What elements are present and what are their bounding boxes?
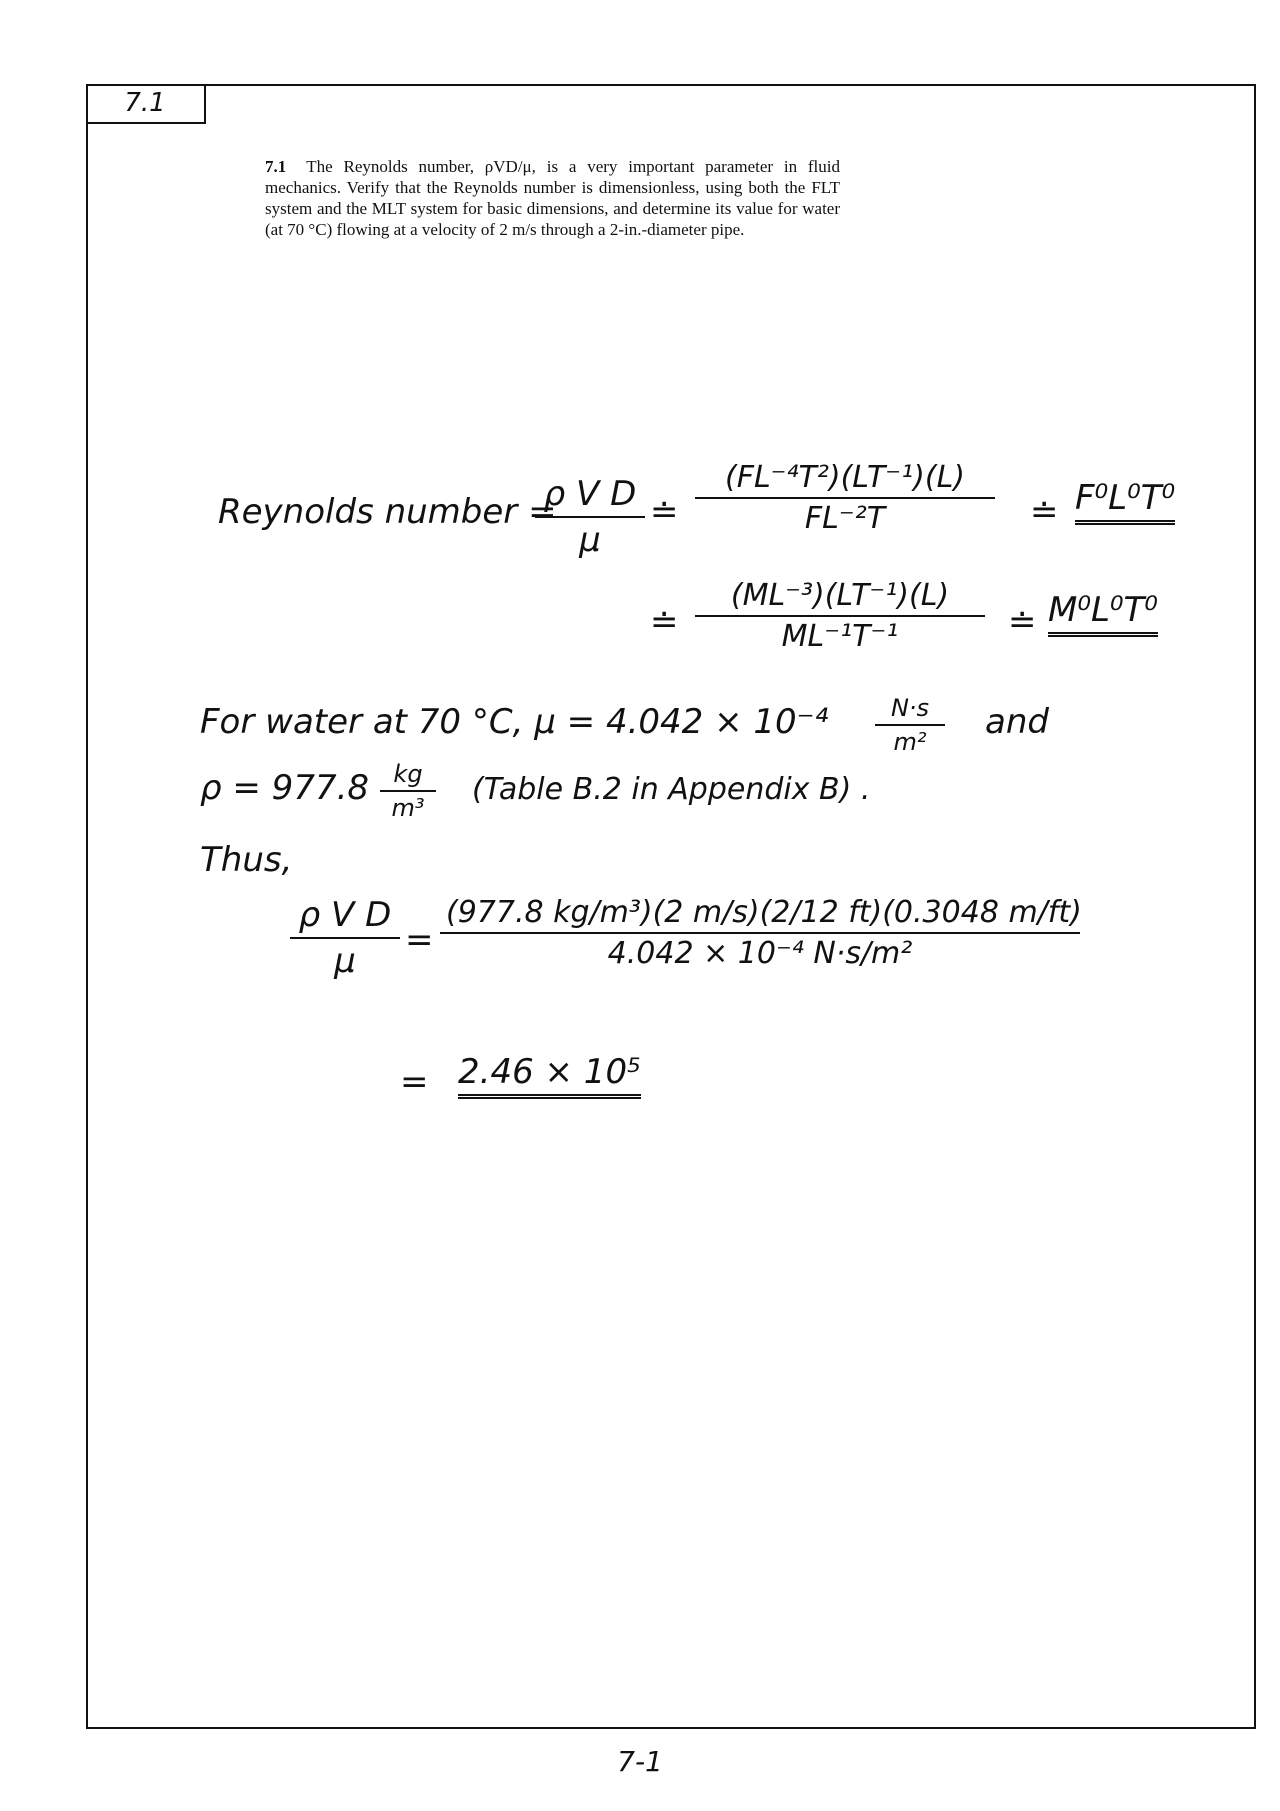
final-result-text: 2.46 × 10⁵: [458, 1052, 641, 1099]
equals-sign-1: =: [405, 920, 434, 960]
mu-unit-numerator: N·s: [875, 694, 945, 726]
mlt-result-text: M⁰L⁰T⁰: [1048, 590, 1158, 637]
calc-fraction: [440, 895, 1080, 971]
problem-statement: [265, 156, 840, 240]
approx-sign-3: ≐: [650, 602, 679, 642]
problem-number: 7.1: [265, 157, 287, 176]
mlt-result: [1048, 590, 1158, 630]
equals-sign-2: =: [400, 1062, 429, 1102]
re-fraction: [535, 474, 645, 560]
mlt-fraction: [695, 578, 985, 654]
calc-numerator: (977.8 kg/m³)(2 m/s)(2/12 ft)(0.3048 m/ft): [440, 895, 1080, 934]
calc-lhs-denominator: μ: [334, 941, 356, 981]
mlt-numerator: (ML⁻³)(LT⁻¹)(L): [695, 578, 985, 617]
rho-unit-denominator: m³: [391, 794, 425, 822]
water-properties-line: For water at 70 °C, μ = 4.042 × 10⁻⁴: [200, 702, 829, 742]
calc-denominator: 4.042 × 10⁻⁴ N·s/m²: [607, 936, 913, 971]
mu-unit: [875, 694, 945, 756]
page-number: 7-1: [617, 1745, 663, 1778]
calc-lhs: [290, 895, 400, 981]
problem-tag: 7.1: [86, 84, 206, 124]
calc-lhs-numerator: ρ V D: [290, 895, 400, 939]
re-denominator: μ: [579, 520, 601, 560]
approx-sign-2: ≐: [1030, 492, 1059, 532]
thus-word: Thus,: [200, 840, 293, 880]
table-reference: (Table B.2 in Appendix B) .: [472, 772, 871, 807]
rho-unit: [380, 760, 436, 822]
flt-result: [1075, 478, 1175, 518]
approx-sign-1: ≐: [650, 492, 679, 532]
flt-fraction: [695, 460, 995, 536]
mlt-denominator: ML⁻¹T⁻¹: [781, 619, 899, 654]
density-line: ρ = 977.8: [200, 768, 370, 808]
approx-sign-4: ≐: [1008, 602, 1037, 642]
reynolds-label: Reynolds number =: [218, 492, 557, 532]
flt-result-text: F⁰L⁰T⁰: [1075, 478, 1175, 525]
flt-numerator: (FL⁻⁴T²)(LT⁻¹)(L): [695, 460, 995, 499]
mu-unit-denominator: m²: [893, 728, 927, 756]
final-result: [458, 1052, 641, 1092]
flt-denominator: FL⁻²T: [804, 501, 886, 536]
problem-text: The Reynolds number, ρVD/μ, is a very important parameter in fluid mechanics. Verify that the Reynolds number is dimensionless, using both the FLT system and the MLT system for basic dimensions, and determine its value for water (at 70 °C) flowing at a velocity of 2 m/s through a 2-in.-diameter pipe.: [265, 157, 840, 239]
and-word: and: [985, 702, 1049, 742]
re-numerator: ρ V D: [535, 474, 645, 518]
rho-unit-numerator: kg: [380, 760, 436, 792]
